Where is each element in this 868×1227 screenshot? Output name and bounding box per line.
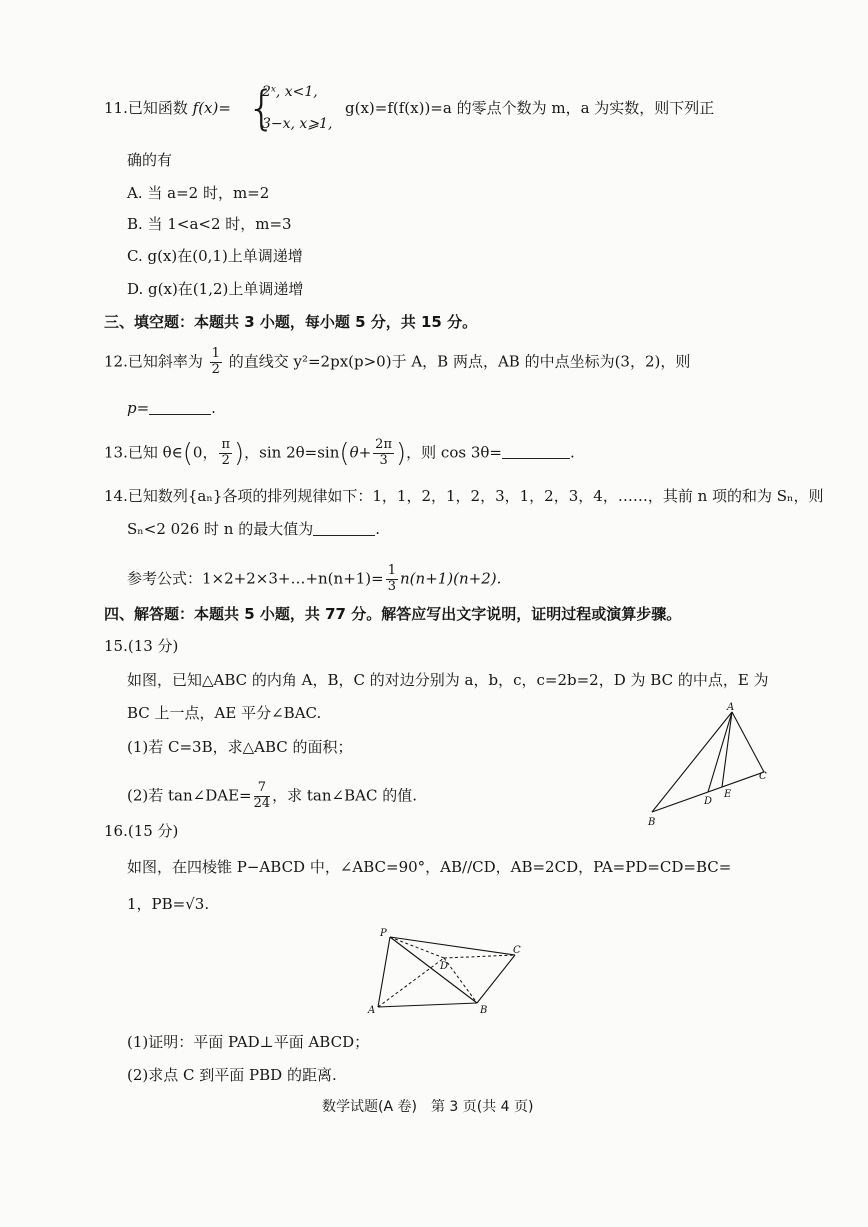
- q13-number: 13.: [104, 443, 128, 462]
- q14-stem: 已知数列{aₙ}各项的排列规律如下：1，1，2，1，2，3，1，2，3，4，……，其前 n 项的和为 Sₙ，则: [127, 487, 824, 505]
- q11-fdef: f(x)=: [192, 99, 231, 117]
- section3-heading: 三、填空题：本题共 3 小题，每小题 5 分，共 15 分。: [104, 313, 478, 331]
- q11-case1: 2ˣ, x<1,: [262, 84, 318, 100]
- q16-heading: 16.(15 分): [104, 822, 179, 840]
- q12-line1: [104, 347, 690, 378]
- q13-paren-close: ): [234, 438, 245, 469]
- section4-heading: 四、解答题：本题共 5 小题，共 77 分。解答应写出文字说明，证明过程或演算步骤。: [104, 605, 682, 623]
- q14-formula-num: 1: [387, 563, 397, 578]
- q13-pi-num: π: [221, 437, 231, 452]
- q12-mid: 的直线交 y²=2px(p>0)于 A，B 两点，AB 的中点坐标为(3，2)，则: [228, 352, 691, 371]
- q11-option-c: C. g(x)在(0,1)上单调递增: [127, 247, 303, 265]
- q13-pi-den: 2: [221, 452, 230, 468]
- q14-answer-blank: [313, 535, 375, 536]
- q13-mid: ，sin 2θ=sin: [244, 443, 340, 462]
- q12-number: 12.: [104, 352, 128, 371]
- q12-pre: 已知斜率为: [127, 352, 203, 371]
- q15-label-c: C: [759, 771, 767, 782]
- q12-fraction: [210, 347, 222, 378]
- q15-part2-den: 24: [253, 795, 271, 811]
- q15-part2-post: ，求 tan∠BAC 的值.: [272, 786, 417, 805]
- q11-option-a: A. 当 a=2 时，m=2: [127, 184, 270, 202]
- q15-line1: 如图，已知△ABC 的内角 A，B，C 的对边分别为 a，b，c，c=2b=2，D 为 BC 的中点，E 为: [127, 671, 769, 689]
- q14-formula-den: 3: [387, 578, 397, 594]
- q16-line2: 1，PB=√3.: [127, 895, 210, 913]
- q13-pi-frac: [219, 438, 232, 469]
- q12-p: p=: [127, 399, 150, 417]
- q15-part2-frac: [254, 781, 271, 812]
- q11-stem-tail: g(x)=f(f(x))=a 的零点个数为 m，a 为实数，则下列正: [345, 99, 715, 117]
- q15-part2: [127, 781, 417, 812]
- q16-edge-bc: [477, 955, 515, 1003]
- q15-label-a: A: [727, 702, 735, 713]
- q11-pre: 已知函数: [127, 99, 188, 117]
- q14-number: 14.: [104, 487, 128, 505]
- q15-label-e: E: [724, 789, 732, 800]
- q13-paren2-close: ): [396, 438, 407, 469]
- q13-twopi-frac: [373, 438, 394, 469]
- q16-pyramid-figure: [362, 920, 534, 1022]
- q14-question: Sₙ<2 026 时 n 的最大值为: [127, 520, 314, 538]
- q13-twopi-num: 2π: [375, 437, 392, 452]
- q11-stem-line2: 确的有: [127, 151, 173, 169]
- q16-label-p: P: [380, 928, 387, 939]
- q11-option-b: B. 当 1<a<2 时，m=3: [127, 215, 292, 233]
- q15-part1: (1)若 C=3B，求△ABC 的面积；: [127, 738, 353, 756]
- q16-edge-db: [444, 958, 477, 1003]
- q13-paren2-open: (: [339, 438, 350, 469]
- q11-case2: 3−x, x⩾1,: [262, 116, 333, 132]
- q16-label-a: A: [368, 1005, 376, 1016]
- q13-twopi-den: 3: [379, 452, 388, 468]
- q15-heading: 15.(13 分): [104, 637, 179, 655]
- q14-formula-frac: [386, 564, 398, 595]
- q12-frac-den: 2: [211, 361, 220, 377]
- q11-option-d: D. g(x)在(1,2)上单调递增: [127, 280, 304, 298]
- q15-median-ad: [708, 712, 732, 792]
- q15-label-b: B: [648, 817, 656, 828]
- q14-formula-pre: 参考公式：1×2+2×3+…+n(n+1)=: [127, 569, 384, 588]
- q15-triangle-figure: [640, 700, 780, 830]
- q13-interval-left: 0，: [192, 443, 218, 462]
- q16-label-b: B: [480, 1005, 488, 1016]
- q16-edge-pa: [378, 937, 390, 1007]
- q15-label-d: D: [704, 796, 713, 807]
- q15-side-ab: [652, 712, 732, 812]
- q12-answer-blank: [149, 414, 211, 415]
- q15-part2-pre: (2)若 tan∠DAE=: [127, 786, 252, 805]
- q13-line: [104, 438, 575, 469]
- q16-edge-pd: [390, 937, 444, 958]
- q14-formula: [127, 564, 501, 595]
- q16-line1: 如图，在四棱锥 P−ABCD 中，∠ABC=90°，AB//CD，AB=2CD，PA=PD=CD=BC=: [127, 858, 732, 876]
- q12-end: .: [211, 399, 216, 417]
- q13-end: .: [569, 443, 575, 462]
- q11-brace: {: [247, 81, 277, 135]
- q16-part2: (2)求点 C 到平面 PBD 的距离.: [127, 1066, 337, 1084]
- q13-tail: ，则 cos 3θ=: [406, 443, 502, 462]
- q16-edge-dc: [444, 955, 515, 958]
- q13-pre: 已知 θ∈: [127, 443, 183, 462]
- q16-edge-pc: [390, 937, 515, 955]
- q16-label-c: C: [513, 945, 521, 956]
- q16-edge-pb: [390, 937, 477, 1003]
- q12-line2: [127, 401, 216, 416]
- q15-side-ac: [732, 712, 764, 772]
- q14-formula-post: n(n+1)(n+2).: [400, 569, 502, 588]
- q16-label-d: D: [440, 961, 449, 972]
- q16-part1: (1)证明：平面 PAD⊥平面 ABCD；: [127, 1033, 370, 1051]
- q13-theta-plus: θ+: [349, 443, 372, 462]
- q14-line1: [104, 489, 824, 504]
- q15-line2: BC 上一点，AE 平分∠BAC.: [127, 704, 322, 722]
- q11-number: 11.: [104, 99, 128, 117]
- q14-end: .: [375, 520, 381, 538]
- q16-edge-ad: [378, 958, 444, 1007]
- q16-edge-ab: [378, 1003, 477, 1007]
- q13-answer-blank: [502, 458, 570, 459]
- page-footer: 数学试题(A 卷) 第 3 页(共 4 页): [322, 1099, 534, 1115]
- q14-line2: [127, 522, 380, 537]
- q15-part2-num: 7: [254, 781, 271, 797]
- q12-frac-num: 1: [211, 346, 220, 361]
- q13-paren-open: (: [182, 438, 193, 469]
